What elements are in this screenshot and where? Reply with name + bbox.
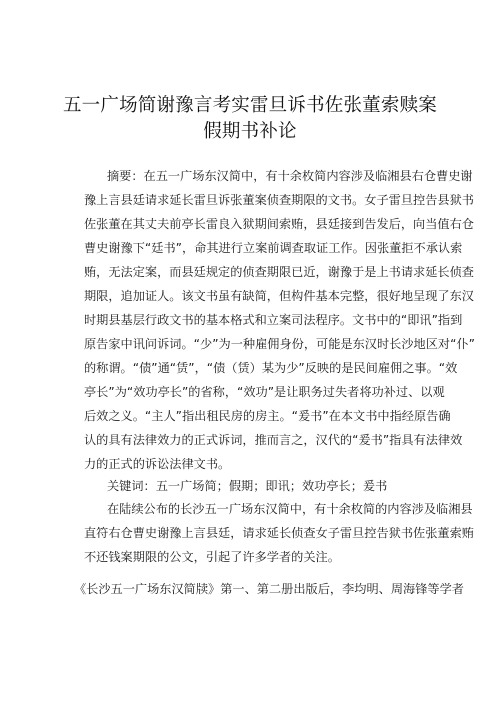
article-title-line-1: 五一广场简谢豫言考实雷旦诉书佐张董索赎案 [62,95,437,116]
body-line: 直符右仓曹史谢豫上言县廷，请求延长侦查女子雷旦控告狱书佐张董索贿 [84,526,474,540]
abstract-line: 力的正式的诉讼法律文书。 [84,457,231,471]
abstract-line: 贿，无法定案，而县廷规定的侦查期限已近，谢豫于是上书请求延长侦查 [84,265,474,279]
abstract-line: 后效之义。“主人”指出租民房的房主。“爰书”在本文书中指经原告确 [84,409,451,423]
abstract-line: 原告家中讯问诉词。“少”为一种雇佣身份，可能是东汉时长沙地区对“仆” [84,337,475,351]
body-line: 在陆续公布的长沙五一广场东汉简中，有十余枚简的内容涉及临湘县 [107,502,473,516]
abstract-line: 亭长”为“效功亭长”的省称，“效功”是让职务过失者将功补过、以观 [84,385,445,399]
abstract-line: 认的具有法律效力的正式诉词，推而言之，汉代的“爰书”指具有法律效 [84,433,463,447]
keywords-line: 关键词：五一广场简；假期；即讯；效功亭长；爰书 [107,479,388,493]
body-line: 《长沙五一广场东汉简牍》第一、第二册出版后，李均明、周海锋等学者 [74,582,464,596]
abstract-line: 豫上言县廷请求延长雷旦诉张董案侦查期限的文书。女子雷旦控告县狱书 [84,193,474,207]
abstract-line: 曹史谢豫下“廷书”，命其进行立案前调查取证工作。因张董拒不承认索 [84,241,463,255]
abstract-line: 摘要：在五一广场东汉简中，有十余枚简内容涉及临湘县右仓曹史谢 [107,169,473,183]
article-title-line-2: 假期书补论 [203,121,297,142]
abstract-line: 期限，追加证人。该文书虽有缺简，但构件基本完整，很好地呈现了东汉 [84,289,474,303]
body-line: 不还钱案期限的公文，引起了许多学者的关注。 [84,550,340,564]
abstract-line: 佐张董在其丈夫前亭长雷良入狱期间索贿，县廷接到告发后，向当值右仓 [84,217,474,231]
abstract-line: 时期县基层行政文书的基本格式和立案司法程序。文书中的“即讯”指到 [84,313,463,327]
abstract-line: 的称谓。“债”通“赁”，“债（赁）某为少”反映的是民间雇佣之事。“效 [84,361,458,375]
